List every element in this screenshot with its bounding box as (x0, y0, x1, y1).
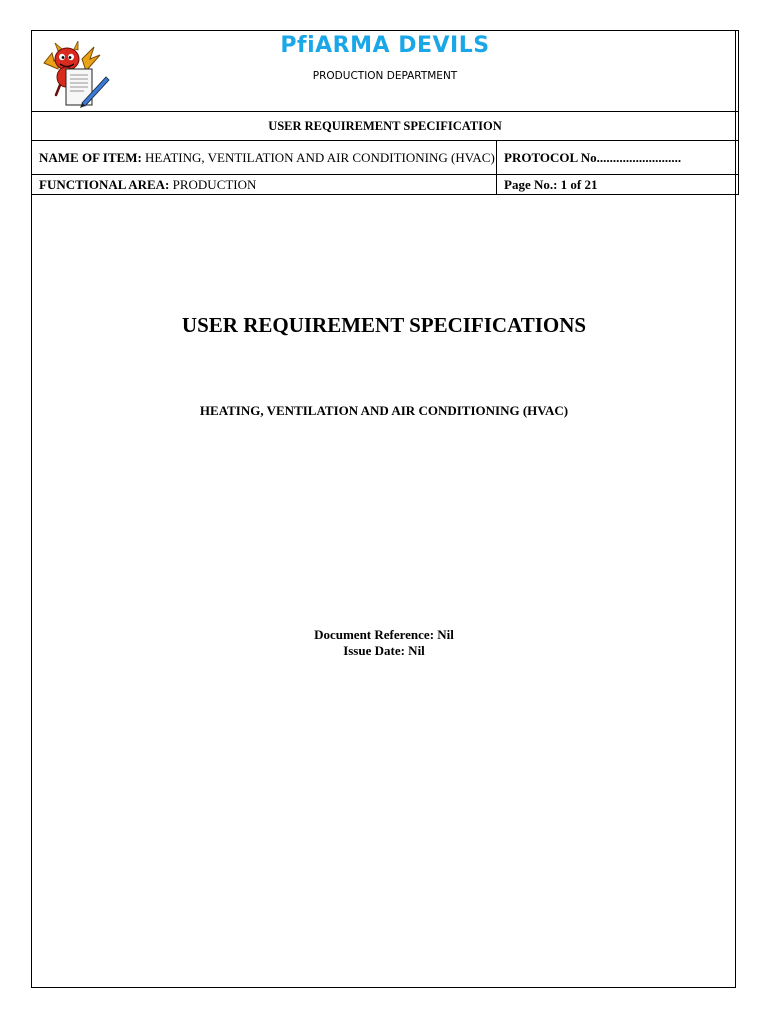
item-name-label: NAME OF ITEM: (39, 150, 142, 165)
document-title: USER REQUIREMENT SPECIFICATION (32, 112, 739, 141)
subtitle: HEATING, VENTILATION AND AIR CONDITIONING (HVAC) (199, 403, 569, 418)
issue-date: Issue Date: Nil (343, 643, 425, 658)
main-title: USER REQUIREMENT SPECIFICATIONS (181, 313, 587, 337)
protocol-number: PROTOCOL No.......................... (497, 141, 739, 175)
functional-area-cell (32, 175, 497, 195)
document-reference: Document Reference: Nil (314, 627, 454, 642)
functional-area-label: FUNCTIONAL AREA: (39, 176, 170, 192)
functional-area-value: PRODUCTION (172, 176, 257, 192)
item-name-cell (32, 141, 497, 175)
document-reference-block (0, 627, 768, 659)
page-number: Page No.: 1 of 21 (497, 175, 739, 195)
item-name-value: HEATING, VENTILATION AND AIR CONDITIONING (HVAC) (145, 150, 495, 165)
letterhead (32, 31, 739, 112)
company-name: PfiARMA DEVILS (280, 33, 490, 58)
department-name: PRODUCTION DEPARTMENT (312, 70, 458, 82)
document-header (31, 30, 739, 195)
